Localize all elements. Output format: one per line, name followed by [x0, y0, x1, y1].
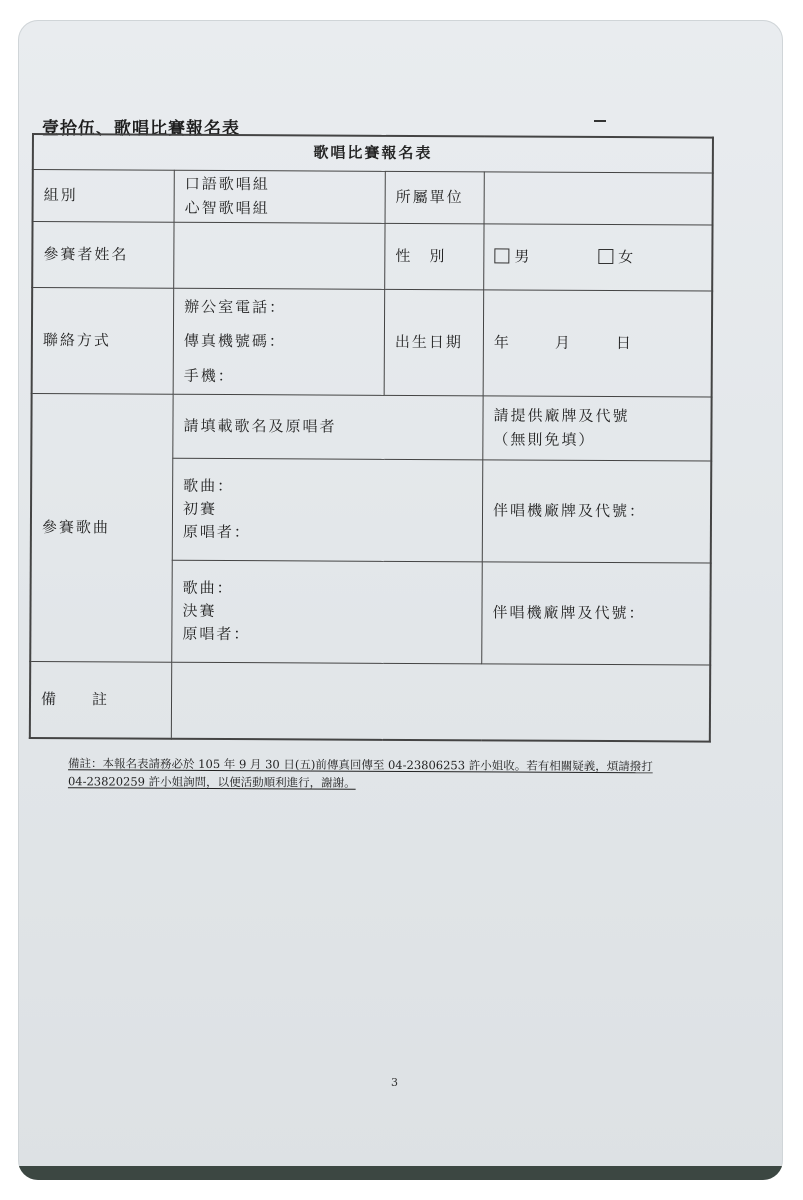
- final-singer-label: 原唱者：: [182, 624, 251, 644]
- birth-day: 日: [615, 333, 634, 353]
- submission-note: [68, 754, 738, 794]
- gender-label: 性 別: [385, 223, 484, 290]
- note-line-2: 04-23820259 許小姐詢問，以便活動順利進行，謝謝。: [67, 774, 356, 791]
- gender-female-label: 女: [618, 247, 636, 267]
- gender-female-option[interactable]: [598, 248, 635, 266]
- birth-month: 月: [554, 333, 572, 352]
- prelim-round-label: 初賽: [182, 499, 218, 518]
- group-label: 組別: [33, 170, 175, 223]
- mobile-label: 手機：: [183, 366, 235, 385]
- gender-male-option[interactable]: [494, 247, 531, 265]
- gender-field: [484, 224, 713, 291]
- male-checkbox[interactable]: [494, 248, 509, 263]
- page-number: 3: [391, 1076, 398, 1089]
- birth-year: 年: [493, 333, 511, 352]
- brand-instruction-line1: 請提供廠牌及代號: [493, 406, 630, 426]
- remarks-label: 備 註: [30, 661, 172, 738]
- office-phone-label: 辦公室電話：: [184, 297, 287, 317]
- group-field[interactable]: [174, 170, 385, 223]
- page-mark: [594, 120, 606, 122]
- form-title: 歌唱比賽報名表: [33, 134, 713, 173]
- registration-form: [29, 133, 714, 742]
- final-song-label: 歌曲：: [182, 578, 234, 597]
- birth-field[interactable]: [483, 290, 712, 397]
- birth-label: 出生日期: [384, 289, 484, 396]
- song-instruction: 請填載歌名及原唱者: [173, 394, 483, 460]
- prelim-song-label: 歌曲：: [183, 476, 235, 495]
- name-field[interactable]: [174, 222, 385, 289]
- contact-field[interactable]: [173, 288, 385, 395]
- songs-label: 參賽歌曲: [30, 394, 173, 663]
- paper-sheet: [18, 20, 783, 1180]
- name-label: 參賽者姓名: [32, 222, 174, 289]
- background-strip: [18, 1166, 783, 1180]
- unit-field[interactable]: [484, 172, 713, 225]
- remarks-field[interactable]: [171, 662, 710, 741]
- female-checkbox[interactable]: [598, 249, 613, 264]
- unit-label: 所屬單位: [385, 171, 484, 224]
- section-heading: 壹拾伍、歌唱比賽報名表: [42, 119, 240, 139]
- brand-instruction: [483, 396, 712, 461]
- gender-male-label: 男: [514, 247, 532, 266]
- final-round-label: 決賽: [182, 601, 217, 620]
- group-option-mental: 心智歌唱組: [184, 198, 270, 217]
- note-line-1: 備註：本報名表請務必於 105 年 9 月 30 日(五)前傳真回傳至 04-23806253 許小姐收。若有相關疑義，煩請撥打: [68, 756, 653, 774]
- fax-label: 傳真機號碼：: [183, 332, 286, 351]
- brand-instruction-line2: （無則免填）: [493, 429, 596, 449]
- group-option-oral: 口語歌唱組: [184, 175, 270, 194]
- contact-label: 聯絡方式: [32, 288, 174, 395]
- prelim-singer-label: 原唱者：: [182, 522, 251, 542]
- prelim-song-field[interactable]: [172, 458, 483, 562]
- final-song-field[interactable]: [172, 560, 483, 664]
- prelim-karaoke-field[interactable]: 伴唱機廠牌及代號：: [482, 460, 711, 563]
- final-karaoke-field[interactable]: 伴唱機廠牌及代號：: [482, 562, 711, 665]
